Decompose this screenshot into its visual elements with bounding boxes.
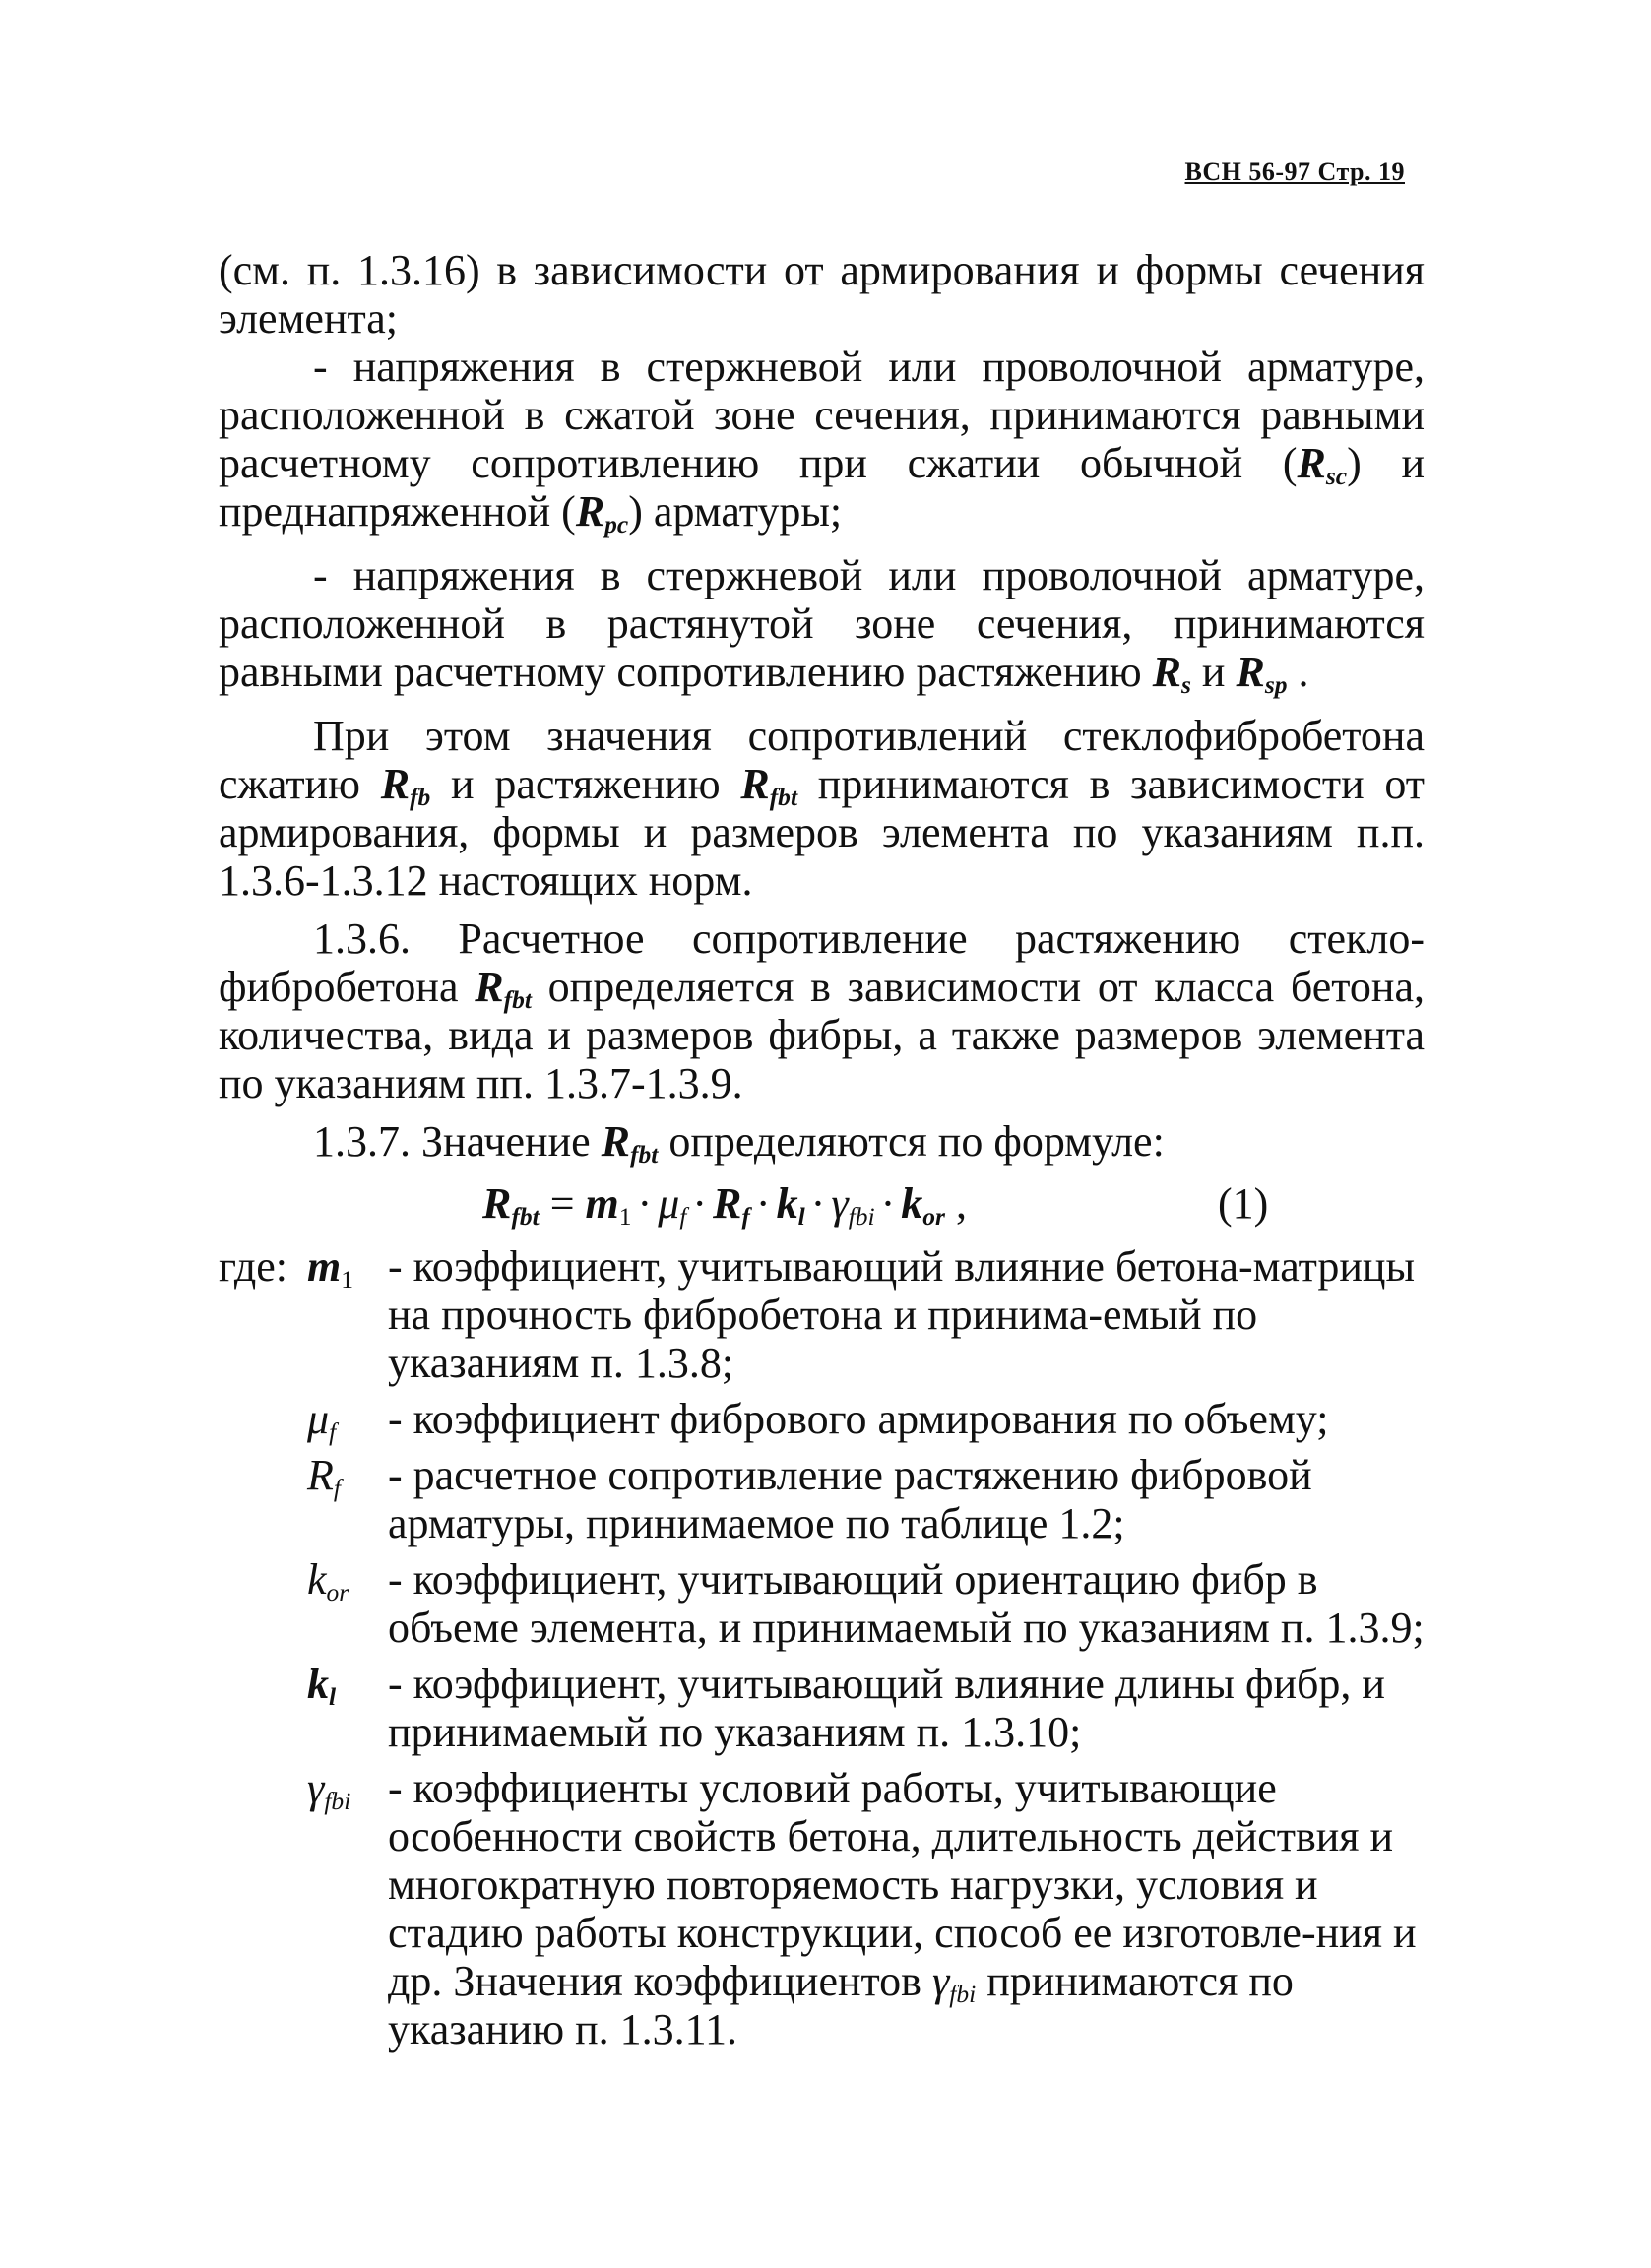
- running-header: ВСН 56-97 Стр. 19: [1184, 158, 1405, 186]
- definition-text: - коэффициенты условий работы, учитывающие особенности свойств бетона, длительность действия и многократную повторяемость нагрузки, условия и стадию работы конструкции, способ ее изготовле-ния и др. Значения коэффициентов $\gamma_{fbi}$ принимаются по указанию п. 1.3.11.: [388, 1764, 1417, 2053]
- definition-text: - коэффициент, учитывающий ориентацию фибр в объеме элемента, и принимаемый по указаниям п. 1.3.9;: [388, 1555, 1425, 1652]
- paragraph-text: 1.3.6. Расчетное сопротивление растяжению стекло-фибробетона: [219, 914, 1425, 1011]
- symbol-rfbt: $R_{fbt}$: [475, 963, 532, 1015]
- paragraph-text: ) арматуры;: [628, 487, 843, 536]
- paragraph-tension-zone: [219, 551, 1425, 700]
- definition-text: - коэффициент, учитывающий влияние длины фибр, и принимаемый по указаниям п. 1.3.10;: [388, 1660, 1385, 1756]
- paragraph-text: и: [1190, 648, 1237, 696]
- paragraph-text: принимаются в зависимости от армирования, формы и размеров элемента по указаниям п.п. 1.3.6-1.3.12 настоящих норм.: [219, 760, 1426, 905]
- definition-symbol: $m_1$: [307, 1242, 353, 1294]
- symbol-rs: $R_s$: [1152, 648, 1191, 700]
- definitions-list: [219, 1242, 1425, 2053]
- definition-kor: [219, 1555, 1425, 1652]
- formula-number: (1): [1218, 1179, 1269, 1228]
- symbol-rfb: $R_{fb}$: [380, 760, 431, 812]
- symbol-rsp: $R_{sp}$: [1236, 648, 1288, 700]
- paragraph-continuation: [219, 246, 1425, 343]
- paragraph-clause-1-3-6: [219, 914, 1425, 1107]
- definition-m1: [219, 1242, 1425, 1387]
- definition-text: - коэффициент фибрового армирования по объему;: [388, 1395, 1329, 1443]
- paragraph-text: определяются по формуле:: [658, 1117, 1165, 1166]
- paragraph-text: определяется в зависимости от класса бетона, количества, вида и размеров фибры, а также размеров элемента по указаниям пп. 1.3.7-1.3.9.: [219, 963, 1425, 1107]
- definition-kl: [219, 1660, 1425, 1756]
- paragraph-text: - напряжения в стержневой или проволочной арматуре, расположенной в растянутой зоне сечения, принимаются равными расчетному сопротивлению растяжению: [219, 551, 1425, 696]
- paragraph-text: и растяжению: [430, 760, 741, 808]
- definition-symbol: $R_f$: [307, 1451, 341, 1503]
- document-body: [219, 246, 1425, 2053]
- definition-muf: [219, 1395, 1425, 1447]
- definition-text: - коэффициент, учитывающий влияние бетона-матрицы на прочность фибробетона и принима-емый по указаниям п. 1.3.8;: [388, 1242, 1416, 1387]
- symbol-rfbt: $R_{fbt}$: [740, 760, 798, 812]
- definition-symbol: $k_l$: [307, 1660, 337, 1712]
- paragraph-compressed-zone: [219, 343, 1425, 539]
- paragraph-resistance-values: [219, 712, 1425, 905]
- paragraph-text: (см. п. 1.3.16) в зависимости от армирования и формы сечения элемента;: [219, 246, 1425, 343]
- formula-1: [219, 1179, 1425, 1236]
- paragraph-text: .: [1287, 648, 1309, 696]
- definition-text: - расчетное сопротивление растяжению фибровой арматуры, принимаемое по таблице 1.2;: [388, 1451, 1312, 1547]
- definition-gamma: [219, 1764, 1425, 2053]
- definition-symbol: $\mu_f$: [307, 1395, 337, 1447]
- paragraph-text: 1.3.7. Значение: [313, 1117, 602, 1166]
- formula-expression: $R_{fbt} = m_1 \cdot \mu_f \cdot R_f \cdot k_l \cdot \gamma_{fbi} \cdot k_{or}$ ,: [482, 1179, 967, 1231]
- symbol-rsc: $R_{sc}$: [1297, 439, 1348, 491]
- definition-rf: [219, 1451, 1425, 1547]
- symbol-rpc: $R_{pc}$: [575, 487, 629, 539]
- symbol-gamma-inline: $\gamma_{fbi}$: [931, 1957, 977, 2009]
- paragraph-text: При этом значения сопротивлений стеклофибробетона сжатию: [219, 712, 1425, 808]
- definitions-lead: где:: [219, 1242, 287, 1291]
- definition-symbol: $\gamma_{fbi}$: [307, 1764, 351, 1816]
- paragraph-text: - напряжения в стержневой или проволочной арматуре, расположенной в сжатой зоне сечения, принимаются равными расчетному сопротивлению при сжатии обычной (: [219, 343, 1425, 487]
- paragraph-text: ) и преднапряженной (: [219, 439, 1425, 536]
- paragraph-clause-1-3-7: [219, 1117, 1425, 1169]
- definition-symbol: $k_{or}$: [307, 1555, 349, 1607]
- symbol-rfbt: $R_{fbt}$: [601, 1117, 659, 1169]
